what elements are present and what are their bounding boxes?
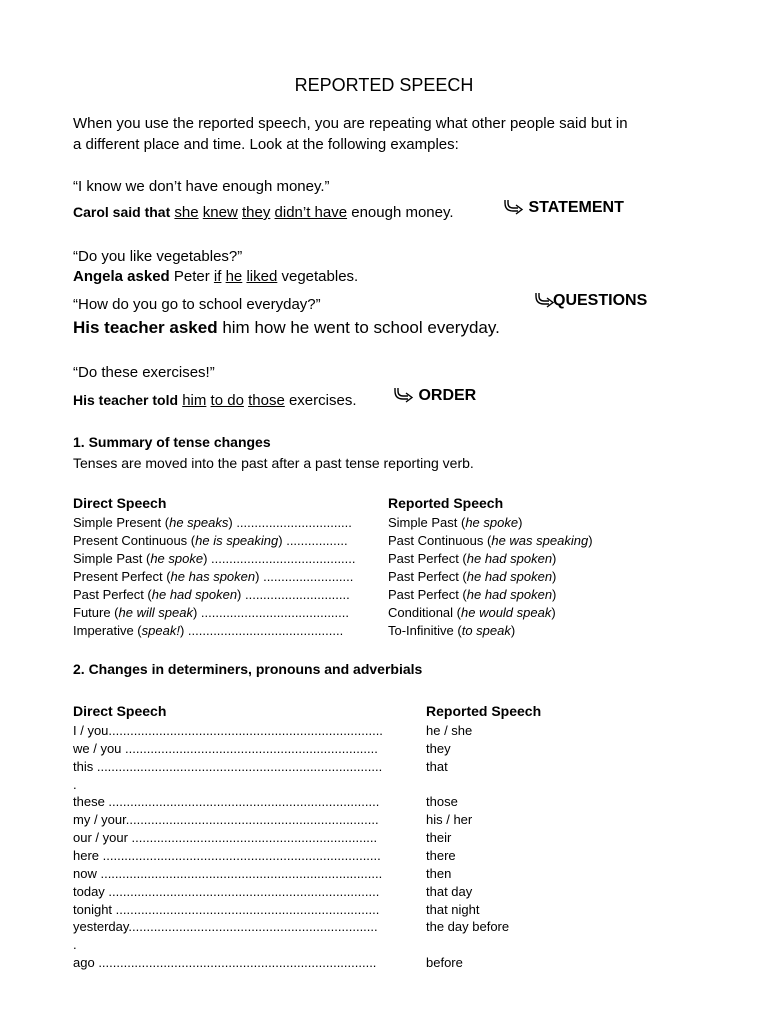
leader-dots: ...................................................................... <box>125 812 379 827</box>
tense-row-reported <box>388 551 556 566</box>
tense-direct-example: he spoke <box>150 551 204 566</box>
determiner-row-reported <box>426 723 472 738</box>
tense-direct-example: he speaks <box>169 515 229 530</box>
question1-word-3: he <box>225 268 243 285</box>
questions-tag <box>533 290 647 312</box>
tense-direct-text: Present Perfect ( <box>73 569 171 584</box>
leader-dots: ..................................................................... <box>128 919 378 934</box>
tense-row-direct <box>73 569 353 584</box>
determiner-direct-text: my / your <box>73 812 126 827</box>
tense-reported-text: Past Perfect ( <box>388 569 467 584</box>
determiner-row-reported <box>426 759 448 774</box>
tense-direct-close: ) <box>237 587 245 602</box>
tense-direct-text: Simple Present ( <box>73 515 170 530</box>
order-rest: exercises. <box>288 392 357 409</box>
leader-dots: ......................................................................... <box>115 902 380 917</box>
determiner-row-direct <box>73 794 379 809</box>
determiner-reported-text: that <box>426 759 448 774</box>
tense-reported-text: Conditional ( <box>388 605 461 620</box>
determiner-row-reported <box>426 830 451 845</box>
leader-dots: ............................................................................. <box>102 848 381 863</box>
determiner-direct-text: here <box>73 848 103 863</box>
question2-direct: “How do you go to school everyday?” <box>73 296 321 313</box>
tense-reported-text: To-Infinitive ( <box>388 623 462 638</box>
determiner-reported-text: the day before <box>426 919 510 934</box>
tense-reported-text: Past Continuous ( <box>388 533 492 548</box>
tense-direct-example: speak! <box>141 623 180 638</box>
leader-dots: ........................................................................... <box>108 884 380 899</box>
determiner-row-reported <box>426 812 472 827</box>
tense-direct-example: he is speaking <box>195 533 279 548</box>
tense-direct-text: Simple Past ( <box>73 551 151 566</box>
tense-reported-example: he would speak <box>461 605 552 620</box>
determiner-reported-text: before <box>426 955 463 970</box>
statement-word-3: they <box>241 204 271 221</box>
determiner-reported-text: that night <box>426 902 480 917</box>
tense-row-direct <box>73 515 352 530</box>
section2-col-direct: Direct Speech <box>73 703 167 719</box>
determiner-direct-text: these <box>73 794 109 809</box>
determiner-reported-text: there <box>426 848 456 863</box>
determiner-row-direct <box>73 777 77 792</box>
curved-arrow-icon <box>533 290 555 312</box>
questions-label: QUESTIONS <box>553 292 648 310</box>
order-direct: “Do these exercises!” <box>73 364 215 381</box>
leader-dots: .............................................................................. <box>100 866 383 881</box>
determiner-reported-text: then <box>426 866 452 881</box>
leader-dots: ......................... <box>263 569 354 584</box>
tense-row-direct <box>73 605 349 620</box>
question1-word-4: liked <box>246 268 278 285</box>
determiner-reported-text: his / her <box>426 812 473 827</box>
section2-heading: 2. Changes in determiners, pronouns and adverbials <box>73 661 423 677</box>
tense-direct-example: he had spoken <box>151 587 238 602</box>
determiner-row-direct <box>73 884 379 899</box>
intro-line-1: When you use the reported speech, you are repeating what other people said but in <box>73 115 628 132</box>
determiner-direct-text: yesterday <box>73 919 129 934</box>
tense-direct-text: Past Perfect ( <box>73 587 152 602</box>
tense-reported-text: Past Perfect ( <box>388 587 467 602</box>
section1-col-direct: Direct Speech <box>73 495 167 511</box>
determiner-row-direct <box>73 919 378 934</box>
determiner-direct-text: our / your <box>73 830 132 845</box>
question1-reported <box>73 266 358 287</box>
tense-direct-close: ) <box>192 605 201 620</box>
determiner-reported-text: he / she <box>426 723 473 738</box>
determiner-row-reported <box>426 902 480 917</box>
determiner-row-direct <box>73 741 378 756</box>
tense-reported-text: Simple Past ( <box>388 515 466 530</box>
determiner-row-reported <box>426 866 451 881</box>
tense-reported-example: he had spoken <box>466 551 553 566</box>
statement-reported <box>73 202 454 223</box>
tense-row-reported <box>388 515 522 530</box>
statement-direct: “I know we don’t have enough money.” <box>73 178 330 195</box>
tense-direct-close: ) <box>278 533 287 548</box>
leader-dots: ........................................ <box>211 551 356 566</box>
order-word-2: to do <box>210 392 244 409</box>
tense-direct-close: ) <box>228 515 237 530</box>
question1-word-2: if <box>213 268 222 285</box>
tense-reported-close: ) <box>552 587 557 602</box>
question1-direct: “Do you like vegetables?” <box>73 248 243 265</box>
leader-dots: ........................................... <box>187 623 344 638</box>
tense-reported-close: ) <box>518 515 523 530</box>
tense-reported-text: Past Perfect ( <box>388 551 467 566</box>
tense-reported-example: he was speaking <box>491 533 589 548</box>
statement-word-1: she <box>174 204 199 221</box>
tense-direct-example: he has spoken <box>170 569 256 584</box>
leader-dots: ................. <box>286 533 348 548</box>
statement-label: STATEMENT <box>528 199 624 217</box>
question1-rest: vegetables. <box>281 268 359 285</box>
tense-direct-text: Imperative ( <box>73 623 142 638</box>
tense-direct-close: ) <box>255 569 264 584</box>
order-word-1: him <box>182 392 207 409</box>
determiner-row-direct <box>73 830 377 845</box>
leader-dots: ......................................... <box>200 605 349 620</box>
determiner-reported-text: their <box>426 830 452 845</box>
statement-rest: enough money. <box>351 204 454 221</box>
statement-word-2: knew <box>202 204 238 221</box>
leader-dots: ............................. <box>245 587 350 602</box>
determiner-direct-text: today <box>73 884 109 899</box>
tense-row-reported <box>388 587 556 602</box>
determiner-row-direct <box>73 902 379 917</box>
tense-row-reported <box>388 623 515 638</box>
order-reported <box>73 390 357 411</box>
determiner-row-direct <box>73 955 376 970</box>
statement-subject: Carol said that <box>73 204 171 220</box>
determiner-direct-text: I / you <box>73 723 109 738</box>
determiner-row-reported <box>426 955 463 970</box>
determiner-row-reported <box>426 848 456 863</box>
tense-row-reported <box>388 533 593 548</box>
section1-heading: 1. Summary of tense changes <box>73 434 271 450</box>
order-tag <box>392 385 476 407</box>
determiner-direct-text: . <box>73 937 77 952</box>
determiner-direct-text: ago <box>73 955 99 970</box>
curved-arrow-icon <box>502 197 524 219</box>
leader-dots: ................................ <box>236 515 352 530</box>
determiner-row-direct <box>73 866 382 881</box>
leader-dots: ...................................................................... <box>125 741 378 756</box>
determiner-row-direct <box>73 812 379 827</box>
section1-col-reported: Reported Speech <box>388 495 504 511</box>
leader-dots: ............................................................................... <box>96 759 383 774</box>
determiner-row-reported <box>426 741 451 756</box>
determiner-row-direct <box>73 723 383 738</box>
tense-direct-close: ) <box>203 551 212 566</box>
tense-reported-close: ) <box>551 605 556 620</box>
determiner-row-reported <box>426 884 472 899</box>
tense-direct-example: he will speak <box>118 605 193 620</box>
tense-direct-text: Present Continuous ( <box>73 533 196 548</box>
determiner-direct-text: tonight <box>73 902 116 917</box>
tense-reported-example: he spoke <box>465 515 519 530</box>
intro-line-2: a different place and time. Look at the following examples: <box>73 136 459 153</box>
question2-subject: His teacher asked <box>73 318 218 337</box>
determiner-direct-text: now <box>73 866 101 881</box>
tense-row-direct <box>73 533 348 548</box>
leader-dots: .................................................................... <box>131 830 378 845</box>
tense-row-reported <box>388 605 556 620</box>
statement-tag <box>502 197 624 219</box>
curved-arrow-icon <box>392 385 414 407</box>
tense-reported-example: he had spoken <box>466 587 553 602</box>
leader-dots: ............................................................................. <box>98 955 377 970</box>
leader-dots: ........................................................................... <box>108 794 380 809</box>
tense-direct-close: ) <box>179 623 188 638</box>
tense-reported-close: ) <box>552 551 557 566</box>
determiner-direct-text: . <box>73 777 77 792</box>
question1-word-1: Peter <box>173 268 210 285</box>
determiner-direct-text: we / you <box>73 741 126 756</box>
tense-reported-close: ) <box>552 569 557 584</box>
tense-reported-close: ) <box>588 533 593 548</box>
tense-reported-example: he had spoken <box>466 569 553 584</box>
order-word-3: those <box>248 392 285 409</box>
determiner-row-reported <box>426 919 509 934</box>
determiner-reported-text: they <box>426 741 451 756</box>
section1-description: Tenses are moved into the past after a past tense reporting verb. <box>73 455 474 471</box>
question1-subject: Angela asked <box>73 268 170 285</box>
tense-row-direct <box>73 587 350 602</box>
section2-col-reported: Reported Speech <box>426 703 542 719</box>
determiner-row-direct <box>73 937 77 952</box>
determiner-reported-text: those <box>426 794 458 809</box>
determiner-direct-text: this <box>73 759 97 774</box>
question2-reported <box>73 318 500 338</box>
determiner-row-reported <box>426 794 458 809</box>
determiner-reported-text: that day <box>426 884 473 899</box>
tense-row-direct <box>73 551 356 566</box>
tense-row-direct <box>73 623 343 638</box>
page-title: REPORTED SPEECH <box>294 75 474 95</box>
statement-word-4: didn’t have <box>274 204 348 221</box>
order-subject: His teacher told <box>73 392 179 408</box>
tense-direct-text: Future ( <box>73 605 119 620</box>
tense-reported-example: to speak <box>461 623 511 638</box>
tense-row-reported <box>388 569 556 584</box>
leader-dots: ............................................................................ <box>108 723 383 738</box>
determiner-row-direct <box>73 759 382 774</box>
tense-reported-close: ) <box>510 623 516 638</box>
determiner-row-direct <box>73 848 381 863</box>
order-label: ORDER <box>418 387 477 405</box>
question2-rest: him how he went to school everyday. <box>222 318 500 337</box>
